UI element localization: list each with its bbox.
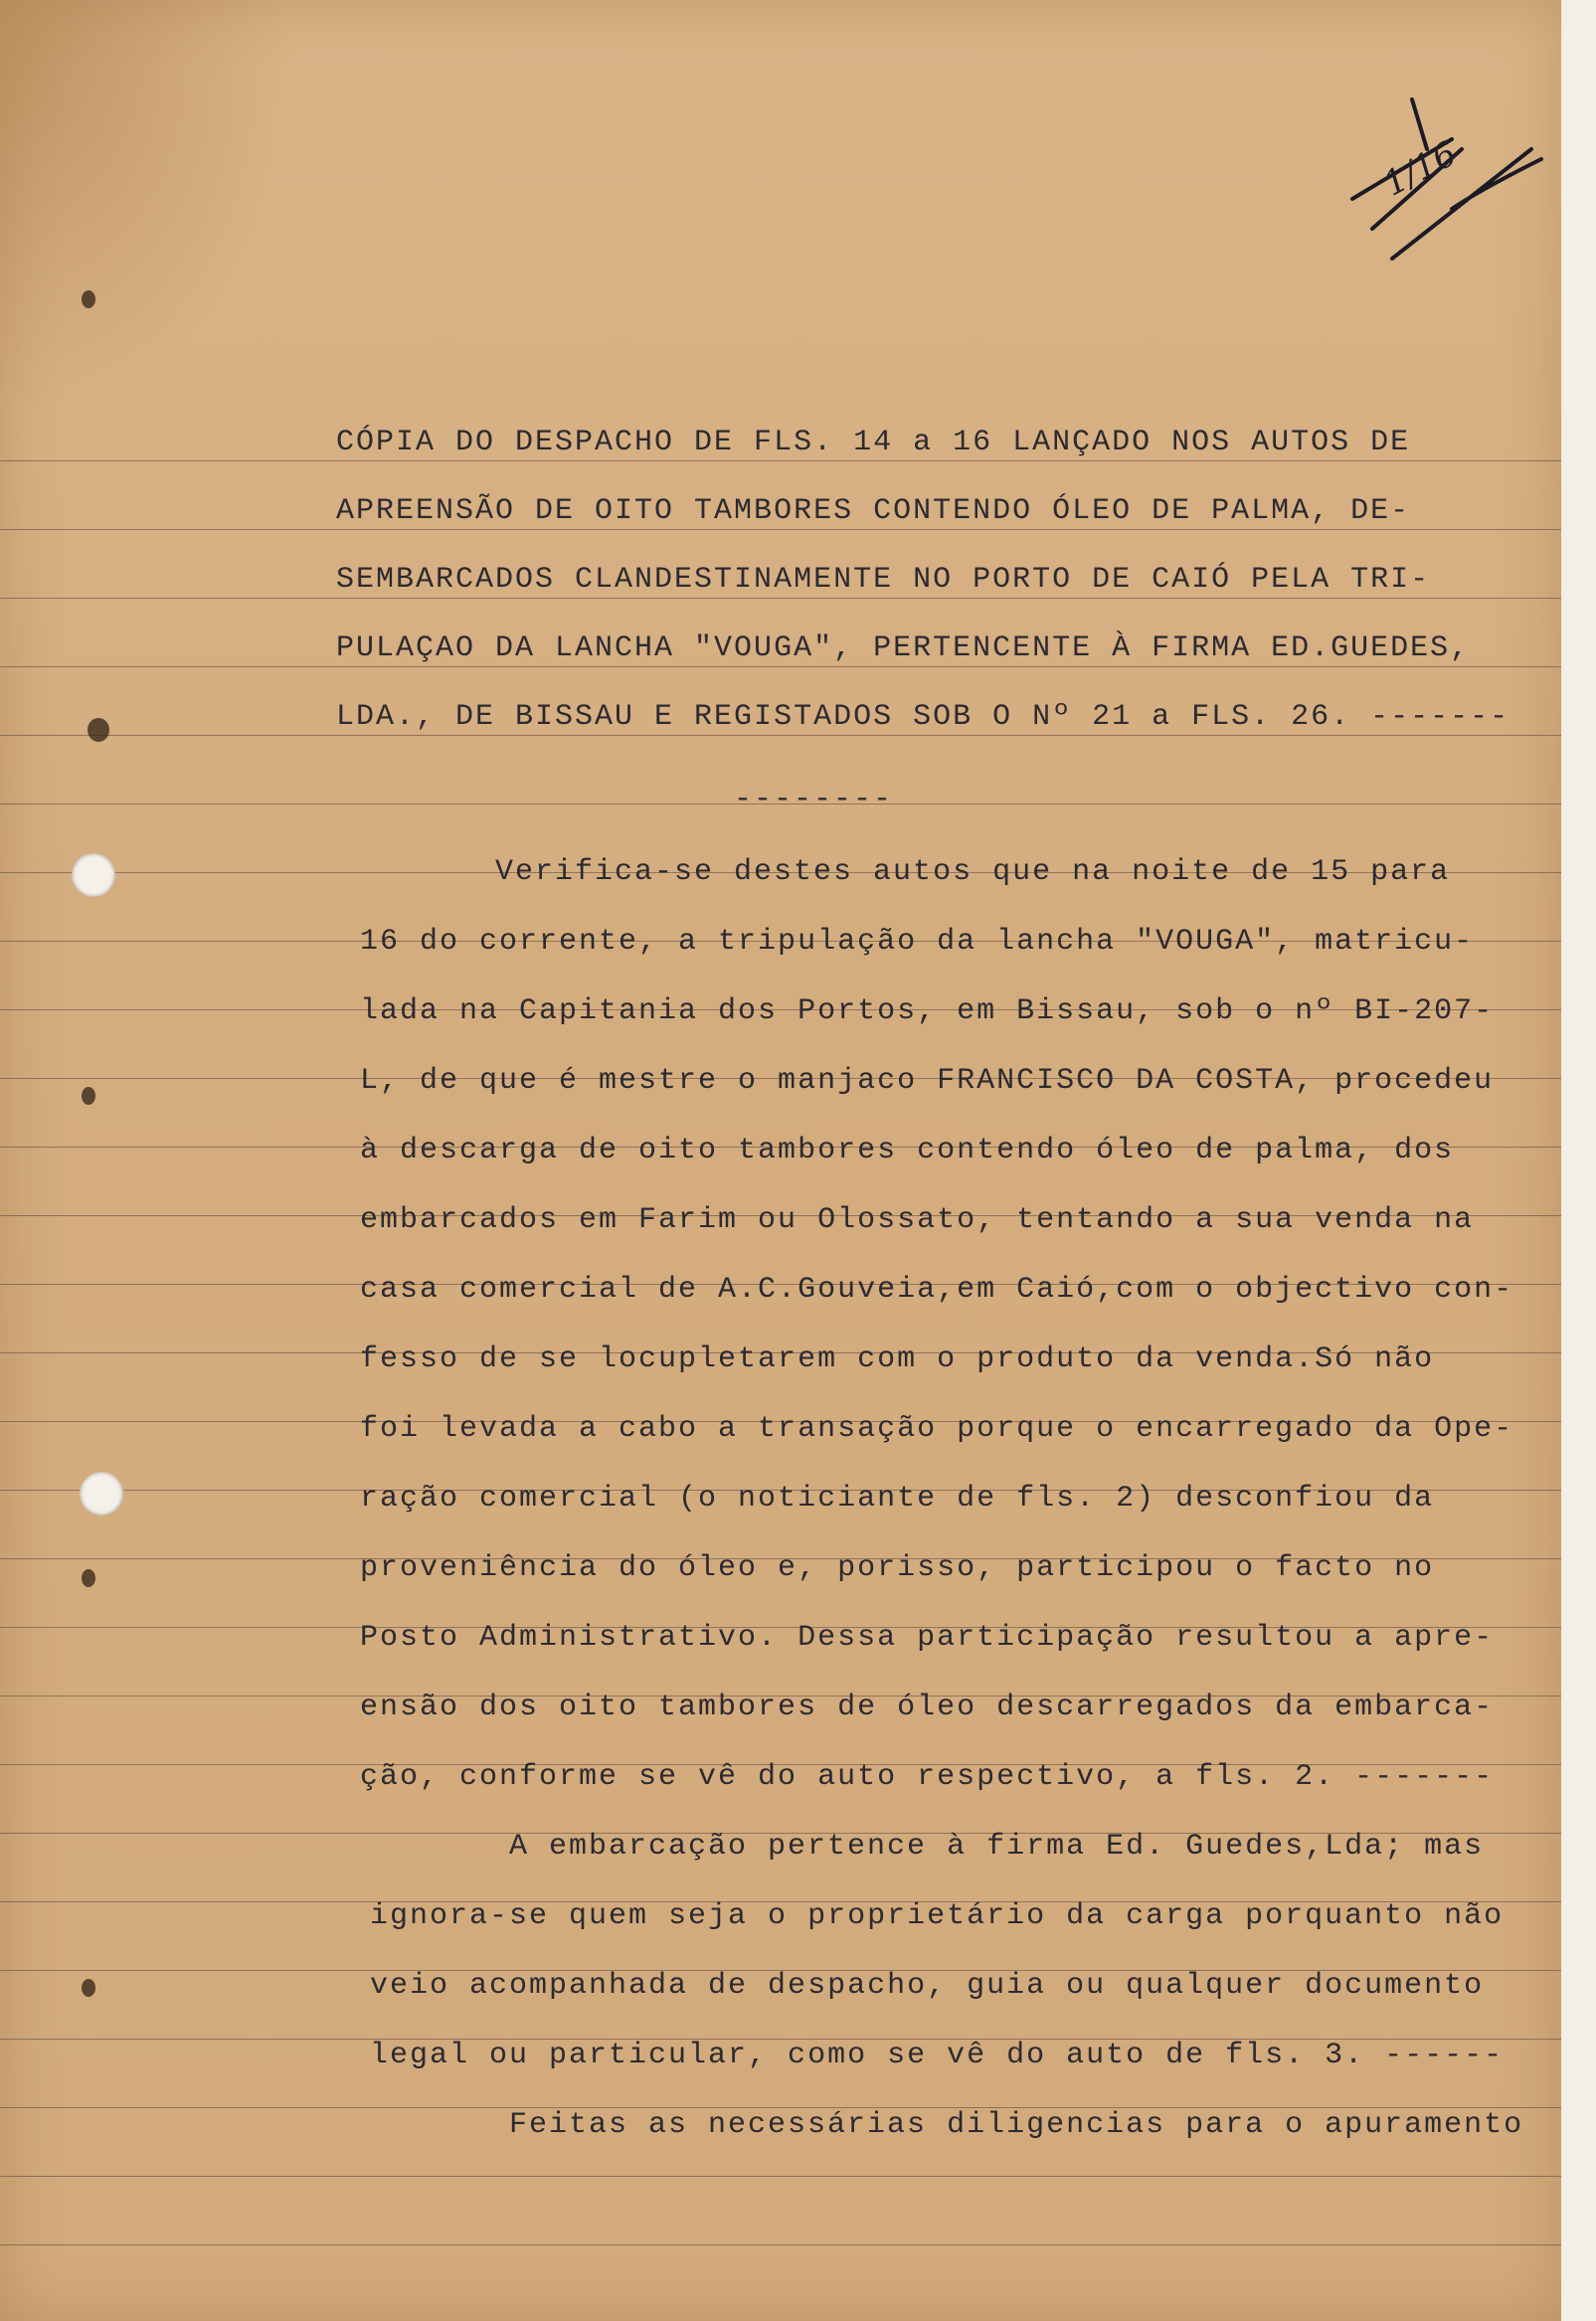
body-line: ção, conforme se vê do auto respectivo, a fls. 2. ------- — [360, 1760, 1495, 1794]
pin-mark — [82, 1569, 95, 1587]
ruled-line — [0, 2244, 1561, 2245]
punch-hole — [72, 853, 115, 897]
body-line: Feitas as necessárias diligencias para o apuramento — [509, 2108, 1524, 2142]
ruled-line — [0, 735, 1561, 736]
folio-number: 1/16 — [1377, 133, 1464, 205]
signature-mark — [1332, 80, 1561, 298]
body-line: proveniência do óleo e, porisso, participou o facto no — [360, 1551, 1435, 1585]
body-line: Verifica-se destes autos que na noite de 15 para — [495, 855, 1451, 889]
body-line: L, de que é mestre o manjaco FRANCISCO DA COSTA, procedeu — [360, 1064, 1495, 1098]
body-line: fesso de se locupletarem com o produto da venda.Só não — [360, 1342, 1435, 1376]
body-line: veio acompanhada de despacho, guia ou qualquer documento — [370, 1969, 1485, 2003]
body-line: à descarga de oito tambores contendo óleo de palma, dos — [360, 1134, 1455, 1167]
ruled-line — [0, 529, 1561, 530]
paper-stain — [0, 0, 298, 418]
heading-line: CÓPIA DO DESPACHO DE FLS. 14 a 16 LANÇADO NOS AUTOS DE — [336, 426, 1411, 459]
body-line: A embarcação pertence à firma Ed. Guedes,Lda; mas — [509, 1830, 1485, 1864]
body-line: casa comercial de A.C.Gouveia,em Caió,com o objectivo con- — [360, 1273, 1514, 1307]
heading-line: APREENSÃO DE OITO TAMBORES CONTENDO ÓLEO DE PALMA, DE- — [336, 494, 1411, 528]
body-line: lada na Capitania dos Portos, em Bissau, sob o nº BI-207- — [360, 994, 1495, 1028]
ruled-line — [0, 598, 1561, 599]
ruled-line — [0, 2176, 1561, 2177]
punch-hole — [80, 1472, 123, 1516]
heading-line: SEMBARCADOS CLANDESTINAMENTE NO PORTO DE CAIÓ PELA TRI- — [336, 563, 1431, 597]
pin-mark — [82, 1979, 95, 1997]
body-line: foi levada a cabo a transação porque o encarregado da Ope- — [360, 1412, 1514, 1446]
heading-line: -------- — [734, 783, 894, 816]
heading-line: LDA., DE BISSAU E REGISTADOS SOB O Nº 21 a FLS. 26. ------- — [336, 700, 1510, 734]
pin-mark — [88, 718, 109, 742]
body-line: Posto Administrativo. Dessa participação resultou a apre- — [360, 1621, 1495, 1655]
pin-mark — [82, 1087, 95, 1105]
body-line: legal ou particular, como se vê do auto de fls. 3. ------ — [370, 2039, 1505, 2072]
heading-line: PULAÇAO DA LANCHA "VOUGA", PERTENCENTE À FIRMA ED.GUEDES, — [336, 631, 1471, 665]
body-line: ignora-se quem seja o proprietário da carga porquanto não — [370, 1899, 1505, 1933]
body-line: embarcados em Farim ou Olossato, tentando a sua venda na — [360, 1203, 1475, 1237]
ruled-line — [0, 666, 1561, 667]
ruled-line — [0, 460, 1561, 461]
body-line: 16 do corrente, a tripulação da lancha "VOUGA", matricu- — [360, 925, 1475, 959]
pin-mark — [82, 290, 95, 308]
body-line: ensão dos oito tambores de óleo descarregados da embarca- — [360, 1691, 1495, 1724]
body-line: ração comercial (o noticiante de fls. 2) desconfiou da — [360, 1482, 1435, 1516]
